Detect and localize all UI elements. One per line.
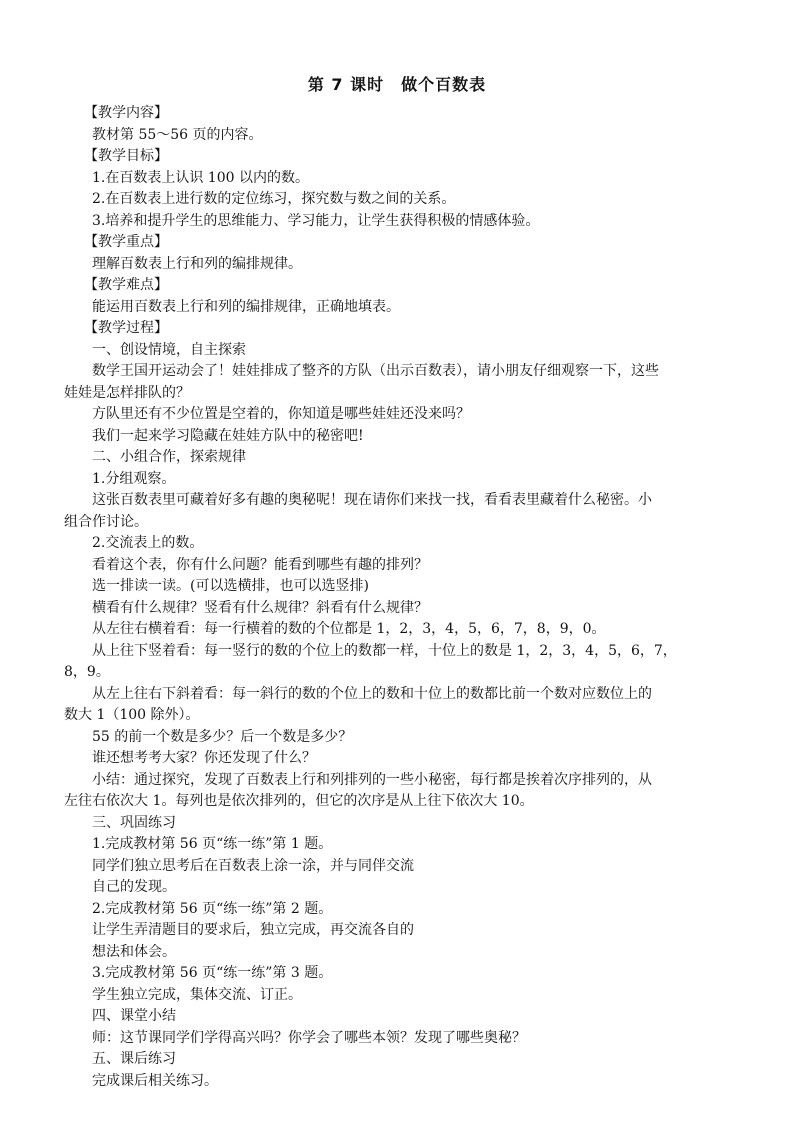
text-line: 小结：通过探究，发现了百数表上行和列排列的一些小秘密，每行都是挨着次序排列的，从 <box>92 771 652 788</box>
text-line: 从上往下竖着看：每一竖行的数的个位上的数都一样，十位上的数是 1，2，3，4，5，6，7， <box>92 642 677 659</box>
text-line: 想法和体会。 <box>92 943 176 960</box>
text-line: 1.完成教材第 56 页“练一练”第 1 题。 <box>92 836 333 852</box>
text-line: 理解百数表上行和列的编排规律。 <box>92 255 302 272</box>
text-line: 我们一起来学习隐藏在娃娃方队中的秘密吧! <box>92 427 364 444</box>
text-line: 这张百数表里可藏着好多有趣的奥秘呢！现在请你们来找一找，看看表里藏着什么秘密。小 <box>92 492 652 508</box>
text-line: 横看有什么规律？竖看有什么规律？斜看有什么规律？ <box>92 599 428 616</box>
text-line: 五、课后练习 <box>92 1051 176 1067</box>
text-line: 选一排读一读。(可以选横排，也可以选竖排) <box>92 578 369 594</box>
text-line: 能运用百数表上行和列的编排规律，正确地填表。 <box>92 298 400 315</box>
text-line: 娃娃是怎样排队的？ <box>64 384 190 401</box>
text-line: 三、巩固练习 <box>92 814 176 831</box>
text-line: 从左上往右下斜着看：每一斜行的数的个位上的数和十位上的数都比前一个数对应数位上的 <box>92 685 652 702</box>
text-line: 四、课堂小结 <box>92 1008 176 1024</box>
text-line: 55 的前一个数是多少？后一个数是多少？ <box>92 728 353 745</box>
text-line: 从左往右横着看：每一行横着的数的个位都是 1，2，3，4，5，6，7，8，9，0。 <box>92 621 606 637</box>
section-heading: 【教学难点】 <box>84 277 168 293</box>
text-line: 数大 1（100 除外）。 <box>64 707 200 723</box>
text-line: 1.在百数表上认识 100 以内的数。 <box>92 169 309 186</box>
text-line: 自己的发现。 <box>92 879 176 895</box>
text-line: 3.完成教材第 56 页“练一练”第 3 题。 <box>92 965 333 981</box>
text-line: 谁还想考考大家？你还发现了什么？ <box>92 750 316 766</box>
section-heading: 【教学内容】 <box>84 105 168 121</box>
text-line: 组合作讨论。 <box>64 513 148 530</box>
text-line: 2.交流表上的数。 <box>92 535 204 551</box>
text-line: 左往右依次大 1。每列也是依次排列的，但它的次序是从上往下依次大 10。 <box>64 793 534 809</box>
section-heading: 【教学重点】 <box>84 234 168 250</box>
section-heading: 【教学过程】 <box>84 320 168 336</box>
text-line: 2.完成教材第 56 页“练一练”第 2 题。 <box>92 900 333 917</box>
text-line: 1.分组观察。 <box>92 470 176 487</box>
text-line: 二、小组合作，探索规律 <box>92 449 246 465</box>
text-line: 同学们独立思考后在百数表上涂一涂，并与同伴交流 <box>92 857 414 874</box>
text-line: 一、创设情境，自主探索 <box>92 341 246 358</box>
text-line: 完成课后相关练习。 <box>92 1072 218 1089</box>
text-line: 看着这个表，你有什么问题？能看到哪些有趣的排列？ <box>92 556 428 573</box>
text-line: 师：这节课同学们学得高兴吗？你学会了哪些本领？发现了哪些奥秘？ <box>92 1029 526 1046</box>
text-line: 让学生弄清题目的要求后，独立完成，再交流各自的 <box>92 922 414 938</box>
text-line: 学生独立完成，集体交流、订正。 <box>92 986 302 1003</box>
text-line: 3.培养和提升学生的思维能力、学习能力，让学生获得积极的情感体验。 <box>92 212 540 229</box>
text-line: 数学王国开运动会了！娃娃排成了整齐的方队（出示百数表），请小朋友仔细观察一下，这些 <box>92 363 659 379</box>
text-line: 2.在百数表上进行数的定位练习，探究数与数之间的关系。 <box>92 191 456 207</box>
page-title: 第 7 课时 做个百数表 <box>307 75 487 94</box>
text-line: 方队里还有不少位置是空着的，你知道是哪些娃娃还没来吗？ <box>92 406 470 422</box>
section-heading: 【教学目标】 <box>84 148 168 164</box>
document-body <box>64 103 734 1092</box>
text-line: 教材第 55～56 页的内容。 <box>92 126 263 143</box>
text-line: 8，9。 <box>64 664 110 680</box>
